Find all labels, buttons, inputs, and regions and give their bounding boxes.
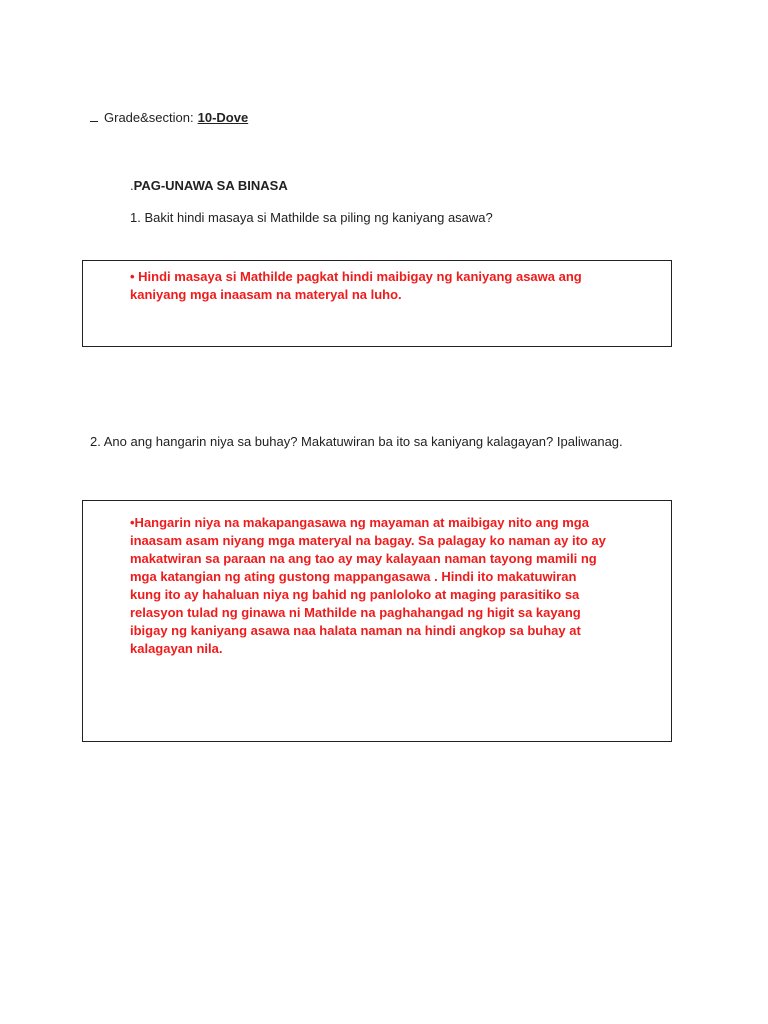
section-heading-lead: . — [130, 178, 134, 193]
answer-2: •Hangarin niya na makapangasawa ng mayaman at maibigay nito ang mga inaasam asam niyang mga materyal na bagay. Sa palagay ko naman ay ito ay makatwiran sa paraan na ang tao ay may kalayaan naman tayong mamili ng mga katangian ng ating gustong mappangasawa . Hindi ito makatuwiran kung ito ay hahaluan niya ng bahid ng panloloko at maging parasitiko sa relasyon tulad ng ginawa ni Mathilde na paghahangad ng higit sa kayang ibigay ng kaniyang asawa naa halata naman na hindi angkop sa buhay at kalagayan nila. — [130, 515, 606, 656]
grade-section-value: 10-Dove — [197, 110, 249, 125]
blank-underline — [90, 121, 98, 122]
section-heading-title: PAG-UNAWA SA BINASA — [133, 178, 288, 193]
question-2: 2. Ano ang hangarin niya sa buhay? Makatuwiran ba ito sa kaniyang kalagayan? Ipaliwanag. — [90, 434, 623, 449]
answer-1: • Hindi masaya si Mathilde pagkat hindi maibigay ng kaniyang asawa ang kaniyang mga inaasam na materyal na luho. — [130, 269, 582, 302]
question-1: 1. Bakit hindi masaya si Mathilde sa piling ng kaniyang asawa? — [130, 210, 493, 225]
section-heading — [130, 178, 288, 193]
grade-section-line — [90, 110, 248, 125]
grade-section-label: Grade&section: — [104, 110, 194, 125]
